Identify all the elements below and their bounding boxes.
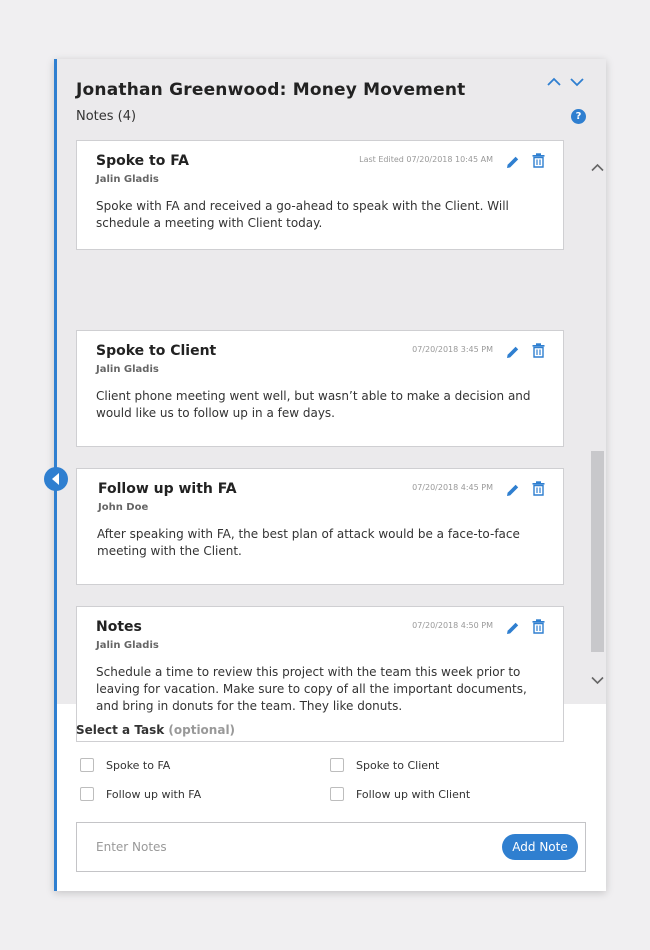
task-label: Follow up with FA	[106, 788, 202, 801]
note-author: John Doe	[98, 502, 149, 513]
note-card	[76, 468, 564, 585]
task-label: Follow up with Client	[356, 788, 471, 801]
trash-icon[interactable]	[532, 153, 545, 172]
task-label: Spoke to FA	[106, 759, 171, 772]
checkbox[interactable]	[330, 787, 344, 801]
note-input-container	[76, 822, 586, 872]
note-author: Jalin Gladis	[96, 640, 159, 651]
trash-icon[interactable]	[532, 619, 545, 638]
note-title: Notes	[96, 619, 142, 635]
notes-input[interactable]	[78, 824, 498, 870]
checkbox[interactable]	[330, 758, 344, 772]
chevron-up-icon[interactable]	[547, 77, 561, 87]
note-timestamp: 07/20/2018 4:50 PM	[412, 621, 493, 630]
panel-header	[57, 59, 606, 142]
note-body: Schedule a time to review this project with the team this week prior to leaving for vacation. Make sure to copy of all the important documents, and bring in donuts for the team. They like donuts.	[96, 665, 527, 713]
add-note-button[interactable]: Add Note	[502, 834, 578, 860]
panel-title: Jonathan Greenwood: Money Movement	[76, 80, 466, 100]
checkbox[interactable]	[80, 787, 94, 801]
pencil-icon[interactable]	[506, 620, 520, 639]
note-body: Client phone meeting went well, but wasn’t able to make a decision and would like us to follow up in a few days.	[96, 389, 531, 420]
task-label: Spoke to Client	[356, 759, 440, 772]
caret-left-icon	[52, 473, 60, 485]
trash-icon[interactable]	[532, 343, 545, 362]
trash-icon[interactable]	[532, 481, 545, 500]
chevron-up-icon[interactable]	[591, 157, 604, 176]
note-card	[76, 330, 564, 447]
pencil-icon[interactable]	[506, 154, 520, 173]
note-title: Spoke to FA	[96, 153, 190, 169]
note-body: Spoke with FA and received a go-ahead to speak with the Client. Will schedule a meeting with Client today.	[96, 199, 509, 230]
chevron-down-icon[interactable]	[591, 670, 604, 689]
note-timestamp: Last Edited 07/20/2018 10:45 AM	[359, 155, 493, 164]
notes-scrollbar[interactable]	[588, 142, 606, 704]
note-title: Spoke to Client	[96, 343, 217, 359]
task-section-label: Select a Task	[76, 723, 165, 737]
pencil-icon[interactable]	[506, 344, 520, 363]
note-author: Jalin Gladis	[96, 364, 159, 375]
chevron-down-icon[interactable]	[570, 77, 584, 87]
help-icon[interactable]: ?	[571, 109, 586, 124]
note-card	[76, 140, 564, 250]
notes-list	[57, 142, 606, 713]
scrollbar-thumb[interactable]	[591, 451, 604, 652]
notes-panel	[54, 59, 606, 891]
note-timestamp: 07/20/2018 4:45 PM	[412, 483, 493, 492]
optional-label: (optional)	[168, 723, 236, 737]
note-timestamp: 07/20/2018 3:45 PM	[412, 345, 493, 354]
note-title: Follow up with FA	[98, 481, 237, 497]
note-author: Jalin Gladis	[96, 174, 159, 185]
task-section-title	[76, 723, 235, 737]
collapse-panel-button[interactable]	[44, 467, 68, 491]
pencil-icon[interactable]	[506, 482, 520, 501]
checkbox[interactable]	[80, 758, 94, 772]
note-body: After speaking with FA, the best plan of attack would be a face-to-face meeting with the Client.	[97, 527, 520, 558]
note-card	[76, 606, 564, 742]
notes-count: Notes (4)	[76, 109, 137, 124]
